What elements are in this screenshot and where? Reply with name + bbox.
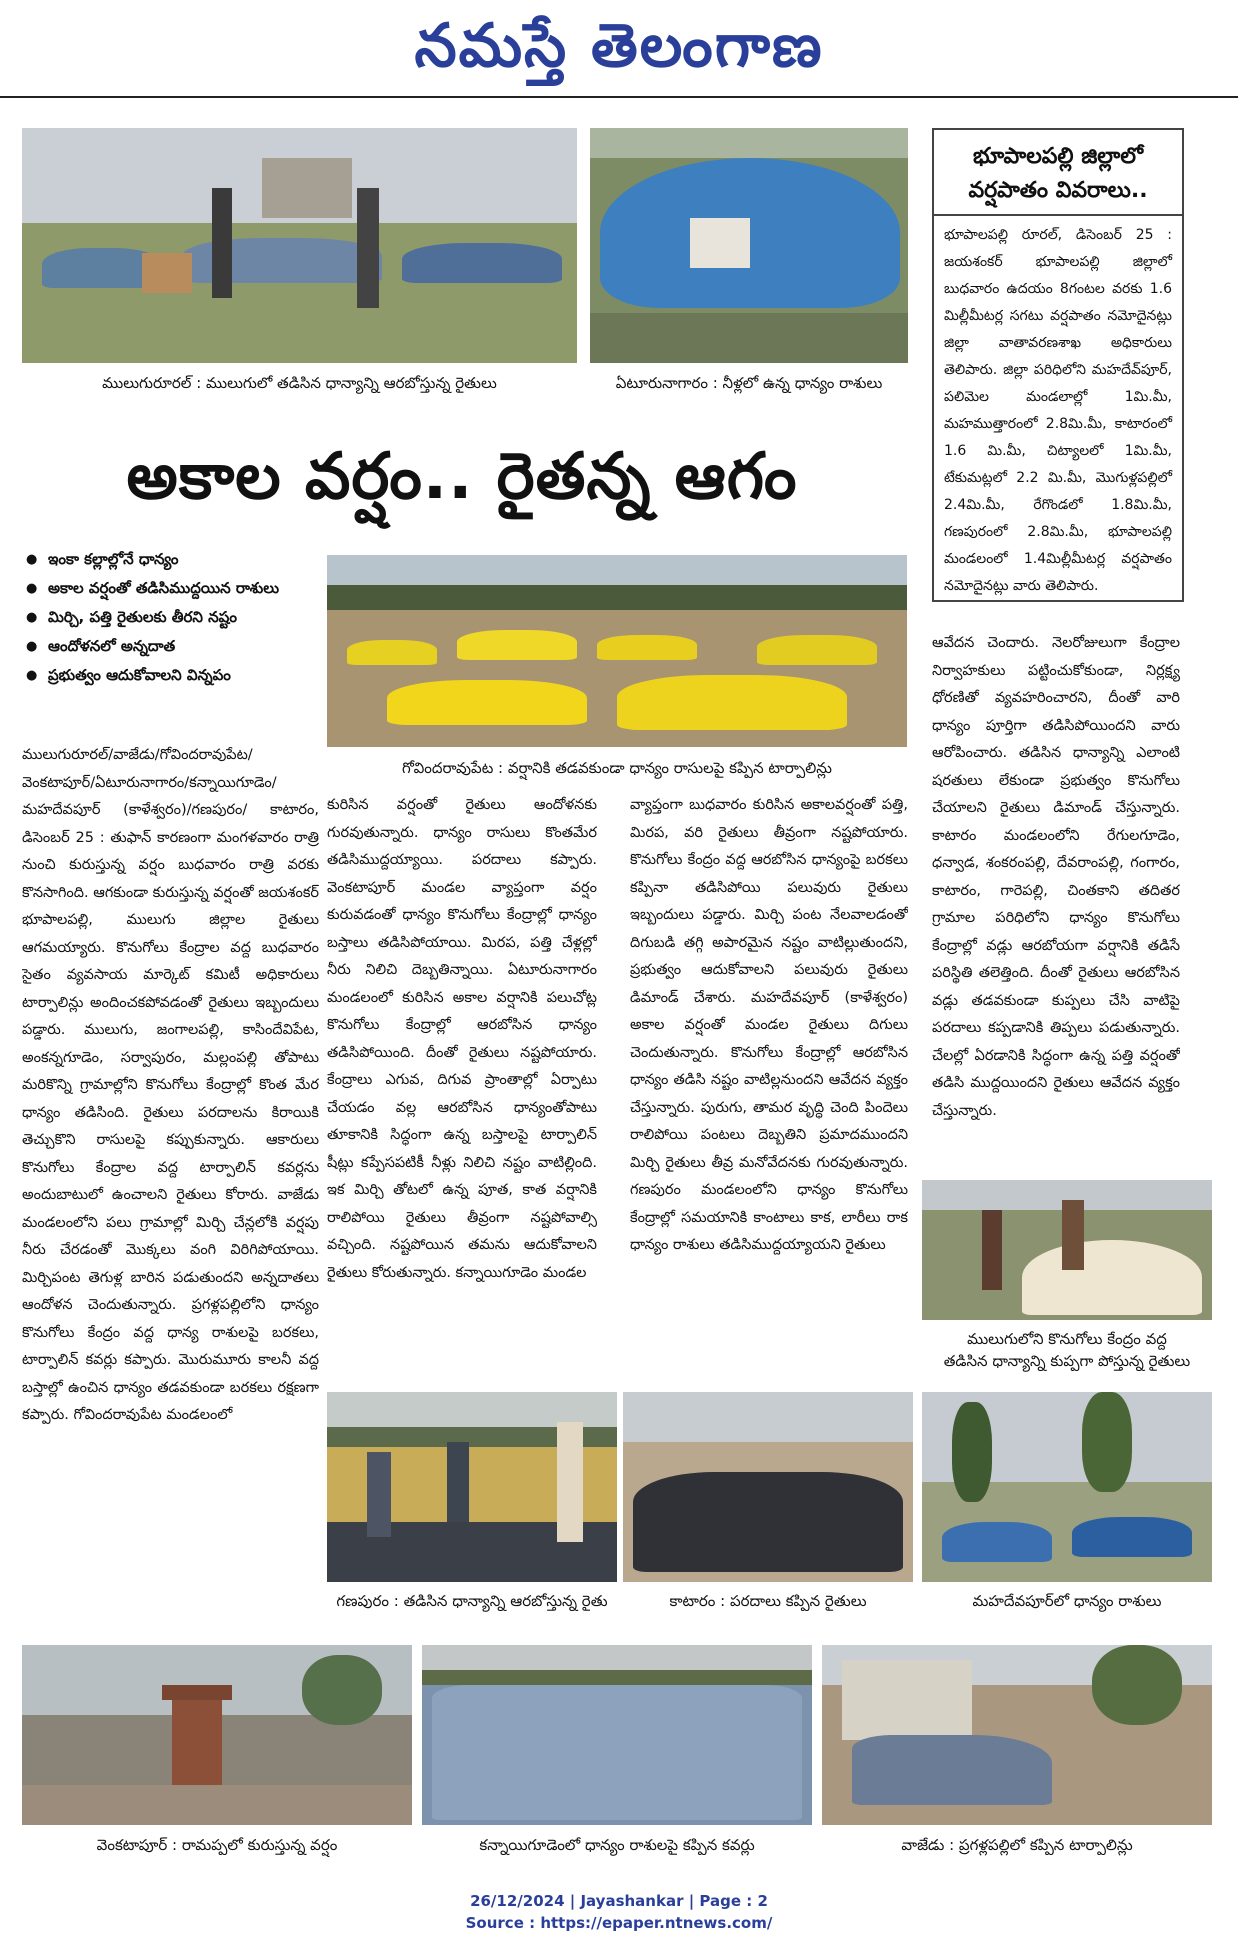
photo-mulugu-centre [922,1180,1212,1320]
masthead-divider [0,96,1238,98]
article-column-4: ఆవేదన చెందారు. నెలరోజులుగా కేంద్రాల నిర్వాహకులు పట్టించుకోకుండా, నిర్లక్ష్య ధోరణితో వ్యవహరించారని, దీంతో వారి ధాన్యం పూర్తిగా తడిసిపోయిందని వారు ఆరోపించారు. తడిసిన ధాన్యాన్ని ఎలాంటి షరతులు లేకుండా ప్రభుత్వం కొనుగోలు చేయాలని రైతులు డిమాండ్ చేస్తున్నారు. కాటారం మండలంలోని రేగులగూడెం, ధన్వాడ, శంకరంపల్లి, దేవరాంపల్లి, గంగారం, కాటారం, గారెపల్లి, చింతకాని తదితర గ్రామాల పరిధిలోని ధాన్యం కొనుగోలు కేంద్రాల్లో వడ్లు ఆరబోయగా వర్షానికి తడిసే పరిస్థితి తలెత్తింది. దీంతో రైతులు ఆరబోసిన వడ్లు తడవకుండా కుప్పలు చేసి వాటిపై పరదాలు కప్పడానికి తిప్పలు పడుతున్నారు. చేలల్లో ఏరడానికి సిద్ధంగా ఉన్న పత్తి వర్షంతో తడిసి ముద్దయిందని రైతులు ఆవేదన వ్యక్తం చేస్తున్నారు. [932,635,1180,1119]
caption-kannaigudem: కన్నాయిగూడెంలో ధాన్యం రాశులపై కప్పిన కవర్లు [479,1836,755,1854]
caption-mulugu-rural: ములుగురూరల్ : ములుగులో తడిసిన ధాన్యాన్ని ఆరబోస్తున్న రైతులు [102,374,497,392]
article-column-2: కురిసిన వర్షంతో రైతులు ఆందోళనకు గురవుతున్నారు. ధాన్యం రాసులు కొంతమేర తడిసిముద్దయ్యాయి. పరదాలు కప్పారు. వెంకటాపూర్ మండల వ్యాప్తంగా వర్షం కురువడంతో ధాన్యం కొనుగోలు కేంద్రాల్లో ధాన్యం బస్తాలు తడిసిపోయాయి. మిరప, పత్తి చేళ్లల్లో నీరు నిలిచి దెబ్బతిన్నాయి. ఏటూరునాగారం మండలంలో కురిసిన అకాల వర్షానికి పలుచోట్ల కొనుగోలు కేంద్రాల్లో ఆరబోసిన ధాన్యం తడిసిపోయింది. దీంతో రైతులు నష్టపోయారు. కేంద్రాలు ఎగువ, దిగువ ప్రాంతాల్లో ఏర్పాటు చేయడం వల్ల ఆరబోసిన ధాన్యంతోపాటు తూకానికి సిద్ధంగా ఉన్న బస్తాలపై టార్పాలిన్ షీట్లు కప్పేసపటికీ నీళ్లు నిలిచి నష్టం వాటిల్లింది. ఇక మిర్చి తోటలో ఉన్న పూత, కాత వర్షానికి రాలిపోయి రైతులు తీవ్రంగా నష్టపోవాల్సి వచ్చింది. నష్టపోయిన తమను ఆదుకోవాలని రైతులు కోరుతున్నారు. కన్నాయిగూడెం మండల [327,797,597,1281]
photo-eturunagaram [590,128,908,363]
caption-venkatapur: వెంకటాపూర్ : రామప్పలో కురుస్తున్న వర్షం [96,1836,338,1854]
caption-mulugu-centre-line1: ములుగులోని కొనుగోలు కేంద్రం వద్ద [967,1330,1167,1348]
photo-kataram [623,1392,913,1582]
key-point: ● ఇంకా కల్లాల్లోనే ధాన్యం [22,545,322,574]
key-point: ● ఆందోళనలో అన్నదాత [22,632,322,661]
key-point: ● మిర్చి, పత్తి రైతులకు తీరని నష్టం [22,603,322,632]
article-column-1: ములుగురూరల్/వాజేడు/గోవిందరావుపేట/ వెంకటాపూర్/ఏటూరునాగారం/కన్నాయిగూడెం/మహదేవపూర్ (కాళేశ్వరం)/గణపురం/ కాటారం, డిసెంబర్ 25 : తుఫాన్ కారణంగా మంగళవారం రాత్రి నుంచి కురుస్తున్న వర్షం బుధవారం రాత్రి వరకు కొనసాగింది. ఆగకుండా కురుస్తున్న వర్షంతో జయశంకర్ భూపాలపల్లి, ములుగు జిల్లాల రైతులు ఆగమయ్యారు. కొనుగోలు కేంద్రాల వద్ద బుధవారం సైతం వ్యవసాయ మార్కెట్ కమిటీ అధికారులు టార్పాలిన్లు అందించకపోవడంతో రైతులు ఇబ్బందులు పడ్డారు. ములుగు, జంగాలపల్లి, కాసిందేవిపేట, అంకన్నగూడెం, సర్వాపురం, మల్లంపల్లి తోపాటు మరికొన్ని గ్రామాల్లోని కొనుగోలు కేంద్రాల్లో కొంత మేర ధాన్యం తడిసింది. రైతులు పరదాలను కిరాయికి తెచ్చుకొని రాసులపై కప్పుకున్నారు. ఆకారులు కొనుగోలు కేంద్రాల వద్ద టార్పాలిన్ కవర్లను అందుబాటులో ఉంచాలని రైతులు కోరారు. వాజేడు మండలంలోని పలు గ్రామాల్లో మిర్చి చేన్లలోకి వర్షపు నీరు చేరడంతో మొక్కలు వంగి విరిగిపోయాయి. మిర్చిపంట తెగుళ్ల బారిన పడుతుందని అన్నదాతలు ఆందోళన చెందుతున్నారు. ప్రగళ్లపల్లిలోని ధాన్యం కొనుగోలు కేంద్రం వద్ద ధాన్య రాశులపై బరకలు, టార్పాలిన్ కవర్లు కప్పారు. మొరుమూరు కాలనీ వద్ద బస్తాల్లో ఉంచిన ధాన్యం తడవకుండా బరకలు రక్షణగా కప్పారు. గోవిందరావుపేట మండలంలో [22,747,319,1423]
article-column-3: వ్యాప్తంగా బుధవారం కురిసిన అకాలవర్షంతో పత్తి, మిరప, వరి రైతులు తీవ్రంగా నష్టపోయారు. కొనుగోలు కేంద్రం వద్ద ఆరబోసిన ధాన్యంపై బరకలు కప్పినా తడిసిపోయి పలువురు రైతులు ఇబ్బందులు పడ్డారు. మిర్చి పంట నేలవాలడంతో దిగుబడి తగ్గి అపారమైన నష్టం వాటిల్లుతుందని, ప్రభుత్వం ఆదుకోవాలని పలువురు రైతులు డిమాండ్ చేశారు. మహదేవపూర్ (కాళేశ్వరం) అకాల వర్షంతో మండల రైతులు దిగులు చెందుతున్నారు. కొనుగోలు కేంద్రాల్లో ఆరబోసిన ధాన్యం తడిసి నష్టం వాటిల్లనుందని ఆవేదన వ్యక్తం చేస్తున్నారు. పురుగు, తామర వృద్ధి చెంది పిందెలు రాలిపోయి పంటలు దెబ్బతిని ప్రమాదముందని మిర్చి రైతులు తీవ్ర మనోవేదనకు గురవుతున్నారు. గణపురం మండలంలోని ధాన్యం కొనుగోలు కేంద్రాల్లో సమయానికి కాంటాలు కాక, లారీలు రాక ధాన్యం రాశులు తడిసిముద్దయ్యాయని రైతులు [630,797,908,1253]
caption-govindaraopet: గోవిందరావుపేట : వర్షానికి తడవకుండా ధాన్యం రాసులపై కప్పిన టార్పాలిన్లు [402,759,832,777]
photo-mulugu-rural [22,128,577,363]
caption-wajedu: వాజేడు : ప్రగళ్లపల్లిలో కప్పిన టార్పాలిన్లు [901,1836,1133,1854]
caption-kataram: కాటారం : పరదాలు కప్పిన రైతులు [669,1592,867,1610]
photo-ganapuram [327,1392,617,1582]
photo-wajedu [822,1645,1212,1825]
sidebar-body: భూపాలపల్లి రూరల్, డిసెంబర్ 25 : జయశంకర్ భూపాలపల్లి జిల్లాలో బుధవారం ఉదయం 8గంటల వరకు 1.6 మిల్లీమీటర్ల సగటు వర్షపాతం నమోదైనట్లు జిల్లా వాతావరణశాఖ అధికారులు తెలిపారు. జిల్లా పరిధిలోని మహదేవ్‌పూర్, పలిమెల మండలాల్లో 1మి.మీ, మహముత్తారంలో 2.8మి.మీ, కాటారంలో 1.6 మి.మీ, చిట్యాలలో 1మి.మీ, టేకుమట్లలో 2.2 మి.మీ, మొగుళ్లపల్లిలో 2.4మి.మీ, రేగొండలో 1.8మి.మీ, గణపురంలో 2.8మి.మీ, భూపాలపల్లి మండలంలో 1.4మిల్లీమీటర్ల వర్షపాతం నమోదైనట్లు వారు తెలిపారు. [944,227,1172,594]
caption-mahadevpur: మహదేవపూర్‌లో ధాన్యం రాశులు [972,1592,1162,1610]
key-points-list [22,545,322,690]
footer-source: Source : https://epaper.ntnews.com/ [465,1914,773,1932]
photo-govindaraopet [327,555,907,747]
caption-eturunagaram: ఏటూరునాగారం : నీళ్లలో ఉన్న ధాన్యం రాశులు [615,374,883,392]
photo-kannaigudem [422,1645,812,1825]
caption-mulugu-centre-line2: తడిసిన ధాన్యాన్ని కుప్పగా పోస్తున్న రైతులు [943,1352,1191,1370]
sidebar-title: భూపాలపల్లి జిల్లాలో వర్షపాతం వివరాలు.. [934,130,1182,216]
key-point: ● అకాల వర్షంతో తడిసిముద్దయిన రాశులు [22,574,322,603]
masthead-logo: నమస్తే తెలంగాణ [414,11,824,81]
footer-date-edition: 26/12/2024 | Jayashankar | Page : 2 [470,1892,768,1910]
headline: అకాల వర్షం.. రైతన్న ఆగం [126,440,798,514]
caption-ganapuram: గణపురం : తడిసిన ధాన్యాన్ని ఆరబోస్తున్న రైతు [336,1592,608,1610]
key-point: ● ప్రభుత్వం ఆదుకోవాలని విన్నపం [22,661,322,690]
rainfall-sidebar [932,128,1184,602]
photo-mahadevpur [922,1392,1212,1582]
photo-venkatapur [22,1645,412,1825]
